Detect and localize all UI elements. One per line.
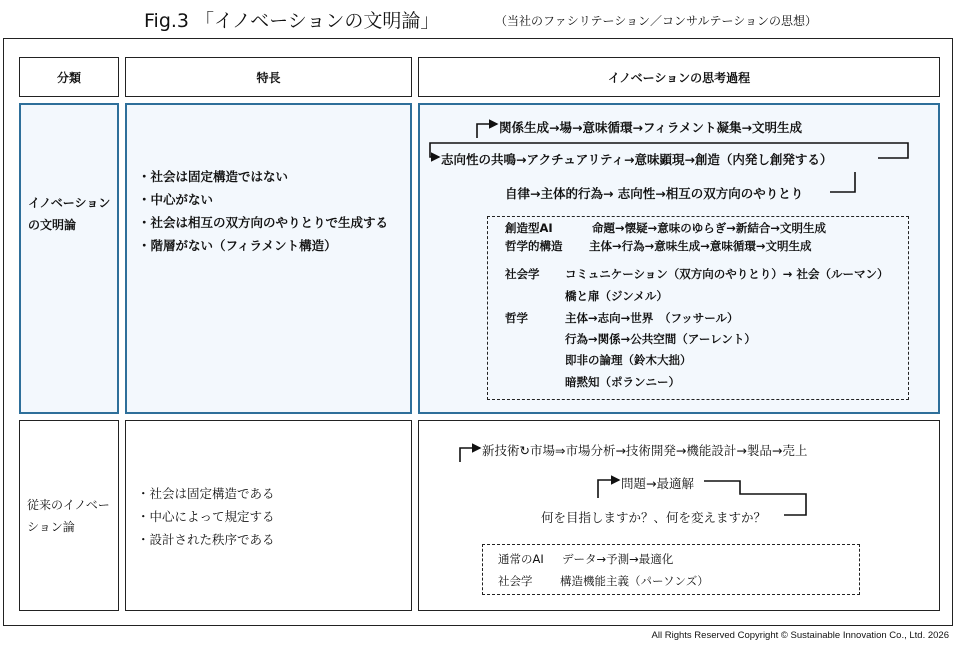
figure-title-sub: （当社のファシリテーション／コンサルテーションの思想） <box>495 14 817 28</box>
row1-ref-ai-label: 創造型AI <box>505 221 553 235</box>
row1-ref-philosophy-text3: 即非の論理（鈴木大拙） <box>565 353 692 367</box>
copyright-notice: All Rights Reserved Copyright © Sustainable Innovation Co., Ltd. 2026 <box>651 630 949 641</box>
row2-label-line2: ション論 <box>27 520 75 534</box>
row1-flow-line1: 関係生成→場→意味循環→フィラメント凝集→文明生成 <box>499 120 803 135</box>
row2-connector-mid <box>598 480 619 498</box>
row1-label-line1: イノベーション <box>28 196 111 210</box>
row2-connector-top <box>460 448 480 462</box>
row2-ref-sociology-text: 構造機能主義（パーソンズ） <box>560 574 709 588</box>
row1-connector-right <box>860 143 908 158</box>
row1-feature-item: ・社会は固定構造ではない <box>138 169 289 184</box>
header-category: 分類 <box>19 57 119 97</box>
row2-feature-item: ・中心によって規定する <box>137 509 275 524</box>
row1-connector-top <box>477 124 497 138</box>
row2-ref-ai-text: データ→予測→最適化 <box>562 552 674 566</box>
row1-flow-line3: 自律→主体的行為→ 志向性→相互の双方向のやりとり <box>505 186 804 201</box>
row2-feature-item: ・社会は固定構造である <box>137 486 275 501</box>
row1-feature-item: ・社会は相互の双方向のやりとりで生成する <box>138 215 389 230</box>
row2-flow-line2: 問題→最適解 <box>621 476 694 491</box>
row2-connector-right <box>704 481 806 515</box>
row1-feature-item: ・中心がない <box>138 192 214 207</box>
row1-ref-philstruct-label: 哲学的構造 <box>505 239 563 253</box>
row1-feature-item: ・階層がない（フィラメント構造） <box>138 238 337 253</box>
row2-label-line1: 従来のイノベー <box>27 498 110 512</box>
row2-ref-sociology-label: 社会学 <box>498 574 533 588</box>
row1-connector-left <box>430 143 860 157</box>
row2-feature-item: ・設計された秩序である <box>137 532 275 547</box>
row1-ref-philosophy-text4: 暗黙知（ポランニー） <box>565 375 680 389</box>
header-thinking-process: イノベーションの思考過程 <box>418 57 940 97</box>
row1-ref-philosophy-label: 哲学 <box>505 311 528 325</box>
row1-ref-sociology-text2: 橋と扉（ジンメル） <box>565 289 668 303</box>
row1-ref-ai-text: 命題→懐疑→意味のゆらぎ→新結合→文明生成 <box>592 221 827 235</box>
row2-flow-line3: 何を目指しますか？、何を変えますか？ <box>541 510 767 525</box>
row1-connector-bottom <box>830 172 855 192</box>
row1-ref-philstruct-text: 主体→行為→意味生成→意味循環→文明生成 <box>589 239 812 253</box>
row1-label-line2: の文明論 <box>28 218 77 232</box>
row1-ref-philosophy-text2: 行為→関係→公共空間（アーレント） <box>565 332 756 346</box>
row1-ref-philosophy-text1: 主体→志向→世界 （フッサール） <box>565 311 739 325</box>
row1-flow-line2: 志向性の共鳴→アクチュアリティ→意味顕現→創造（内発し創発する） <box>441 152 833 167</box>
row1-ref-sociology-text: コミュニケーション（双方向のやりとり）→ 社会（ルーマン） <box>565 267 889 281</box>
row2-ref-ai-label: 通常のAI <box>498 552 544 566</box>
row2-flow-line1: 新技術↻市場⇒市場分析→技術開発→機能設計→製品→売上 <box>482 443 808 458</box>
row1-ref-sociology-label: 社会学 <box>505 267 540 281</box>
figure-title-main: Fig.3 「イノベーションの文明論」 <box>144 10 440 32</box>
header-features: 特長 <box>125 57 412 97</box>
